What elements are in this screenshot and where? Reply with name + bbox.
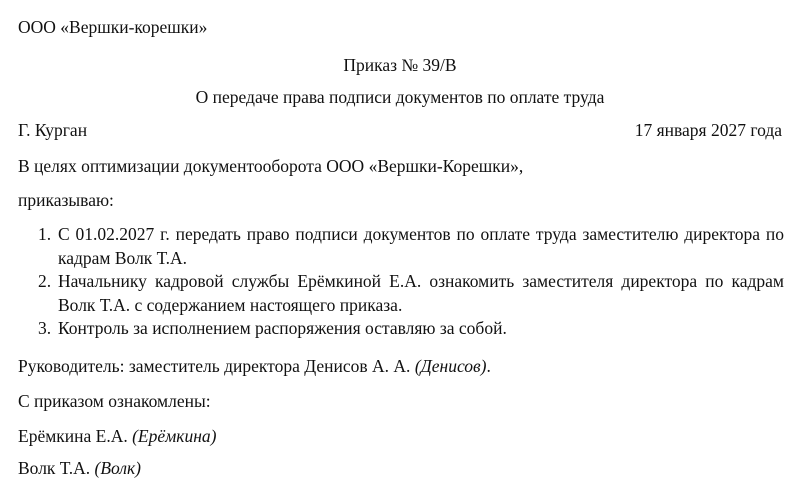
acquainted-signature: (Ерёмкина) [132, 426, 217, 446]
head-signature-line [18, 355, 491, 377]
organization-name: ООО «Вершки-корешки» [18, 17, 208, 37]
preamble: В целях оптимизации документооборота ООО «Вершки-Корешки», [18, 156, 524, 176]
city: Г. Курган [18, 120, 88, 140]
order-date: 17 января 2027 года [634, 120, 782, 140]
acquainted-signature: (Волк) [94, 458, 141, 478]
list-item [38, 223, 784, 270]
list-item-number: 2. [38, 271, 52, 291]
acquainted-name: Волк Т.А. [18, 458, 91, 478]
order-word: приказываю: [18, 190, 114, 210]
order-title: Приказ № 39/В [343, 55, 457, 75]
order-subject: О передаче права подписи документов по оплате труда [195, 87, 605, 107]
list-item-text: Начальнику кадровой службы Ерёмкиной Е.А. ознакомить заместителя директора по кадрам Волк Т.А. с содержанием настоящего приказа. [58, 271, 784, 315]
acquainted-row [18, 425, 217, 447]
acquainted-label: С приказом ознакомлены: [18, 391, 211, 411]
head-signature: (Денисов) [414, 356, 487, 376]
list-item-number: 1. [38, 224, 52, 244]
list-item [38, 317, 784, 341]
list-item-number: 3. [38, 318, 52, 338]
list-item-text: Контроль за исполнением распоряжения оставляю за собой. [58, 318, 507, 338]
list-item-text: С 01.02.2027 г. передать право подписи документов по оплате труда заместителю директора по кадрам Волк Т.А. [58, 224, 784, 268]
head-signature-suffix: . [486, 356, 491, 376]
head-signature-text: Руководитель: заместитель директора Денисов А. А. [18, 356, 411, 376]
acquainted-name: Ерёмкина Е.А. [18, 426, 128, 446]
acquainted-row [18, 457, 141, 479]
list-item [38, 270, 784, 317]
order-items-list [38, 223, 784, 341]
